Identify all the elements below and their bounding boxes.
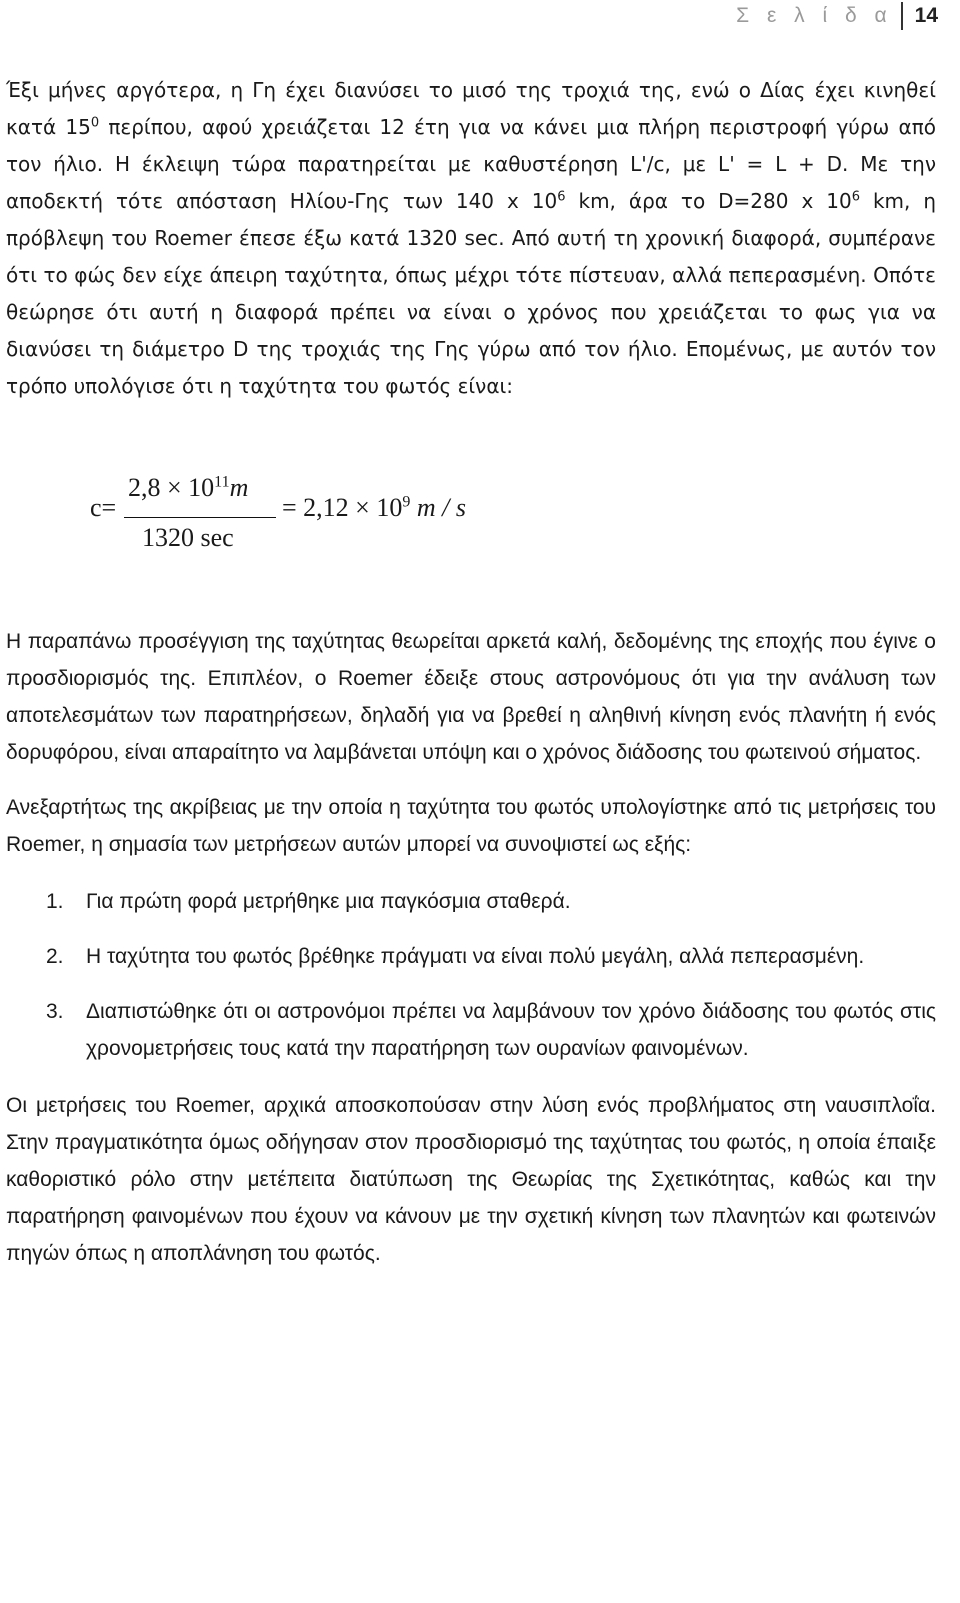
paragraph-1 bbox=[6, 72, 936, 405]
rhs-unit: m / s bbox=[416, 493, 466, 522]
formula-lhs: c= bbox=[90, 493, 117, 522]
list-item-number: 1. bbox=[46, 890, 64, 913]
paragraph-4: Οι μετρήσεις του Roemer, αρχικά αποσκοπούσαν στην λύση ενός προβλήματος στη ναυσιπλοΐα. Στην πραγματικότητα όμως οδήγησαν στον προσδιορισμό της ταχύτητας του φωτός, η οποία έπαιξε καθοριστικό ρόλο στην μετέπειτα διατύπωση της Θεωρίας της Σχετικότητας, καθώς και την παρατήρηση φαινομένων που έχουν να κάνουν με την σχετική κίνηση των πλανητών και φωτεινών πηγών όπως η αποπλάνηση του φωτός. bbox=[6, 1094, 936, 1265]
document-body bbox=[6, 72, 936, 1272]
paragraph-1-part-d: km, η πρόβλεψη του Roemer έπεσε έξω κατά 1320 sec. Από αυτή τη χρονική διαφορά, συμπέρανε ότι το φώς δεν είχε άπειρη ταχύτητα, όπως μέχρι τότε πίστευαν, αλλά πεπερασμένη. Οπότε θεώρησε ότι αυτή η διαφορά πρέπει να είναι ο χρόνος που χρειάζεται το φως για να διανύσει τη διάμετρο D της τροχιάς της Γης γύρω από τον ήλιο. Επομένως, με αυτόν τον τρόπο υπολόγισε ότι η ταχύτητα του φωτός είναι: bbox=[6, 189, 937, 398]
summary-list bbox=[6, 883, 936, 1067]
list-item bbox=[6, 993, 936, 1067]
paragraph-2: Η παραπάνω προσέγγιση της ταχύτητας θεωρείται αρκετά καλή, δεδομένης της εποχής που έγινε ο προσδιορισμός της. Επιπλέον, ο Roemer έδειξε στους αστρονόμους ότι για την ανάλυση των αποτελεσμάτων των παρατηρήσεων, δηλαδή για να βρεθεί η αληθινή κίνηση ενός πλανήτη ή ενός δορυφόρου, είναι απαραίτητο να λαμβάνεται υπόψη και ο χρόνος διάδοσης του φωτεινού σήματος. bbox=[6, 630, 936, 764]
list-item-number: 3. bbox=[46, 1000, 64, 1023]
rhs-exponent: 9 bbox=[402, 493, 411, 511]
page-label: Σ ε λ ί δ α bbox=[736, 4, 893, 27]
formula-rhs bbox=[282, 493, 466, 523]
exponent-superscript: 6 bbox=[851, 189, 860, 205]
speed-of-light-formula bbox=[6, 425, 936, 605]
list-item bbox=[6, 883, 936, 920]
numerator-unit: m bbox=[229, 473, 249, 502]
list-item-text: Για πρώτη φορά μετρήθηκε μια παγκόσμια σταθερά. bbox=[86, 890, 571, 913]
list-item-number: 2. bbox=[46, 945, 64, 968]
page-number: 14 bbox=[901, 2, 938, 30]
numerator-exponent: 11 bbox=[214, 473, 230, 491]
paragraph-1-part-a: Έξι μήνες αργότερα, η Γη έχει διανύσει το μισό της τροχιά της, ενώ ο Δίας έχει κινηθεί κατά 15 bbox=[6, 78, 936, 139]
list-item bbox=[6, 938, 936, 975]
list-item-text: Η ταχύτητα του φωτός βρέθηκε πράγματι να είναι πολύ μεγάλη, αλλά πεπερασμένη. bbox=[86, 945, 865, 968]
page-header bbox=[736, 2, 938, 30]
exponent-superscript: 6 bbox=[557, 189, 566, 205]
rhs-value: = 2,12 × 10 bbox=[282, 493, 403, 522]
fraction-bar bbox=[124, 517, 276, 518]
formula-numerator bbox=[128, 473, 248, 503]
numerator-value: 2,8 × 10 bbox=[128, 473, 215, 502]
formula-denominator: 1320 sec bbox=[142, 523, 234, 552]
paragraph-1-part-c: km, άρα το D=280 x 10 bbox=[565, 189, 852, 213]
paragraph-3: Ανεξαρτήτως της ακρίβειας με την οποία η ταχύτητα του φωτός υπολογίστηκε από τις μετρήσεις του Roemer, η σημασία των μετρήσεων αυτών μπορεί να συνοψιστεί ως εξής: bbox=[6, 796, 936, 856]
list-item-text: Διαπιστώθηκε ότι οι αστρονόμοι πρέπει να λαμβάνουν τον χρόνο διάδοσης του φωτός στις χρονομετρήσεις τους κατά την παρατήρηση των ουρανίων φαινομένων. bbox=[86, 1000, 936, 1060]
degree-superscript: 0 bbox=[90, 115, 100, 131]
paragraph-1-part-b: περίπου, αφού χρειάζεται 12 έτη για να κάνει μια πλήρη περιστροφή γύρω από τον ήλιο. Η έκλειψη τώρα παρατηρείται με καθυστέρηση L'/c, με L' = L + D. Με την αποδεκτή τότε απόσταση Ηλίου-Γης των 140 x 10 bbox=[6, 115, 936, 213]
